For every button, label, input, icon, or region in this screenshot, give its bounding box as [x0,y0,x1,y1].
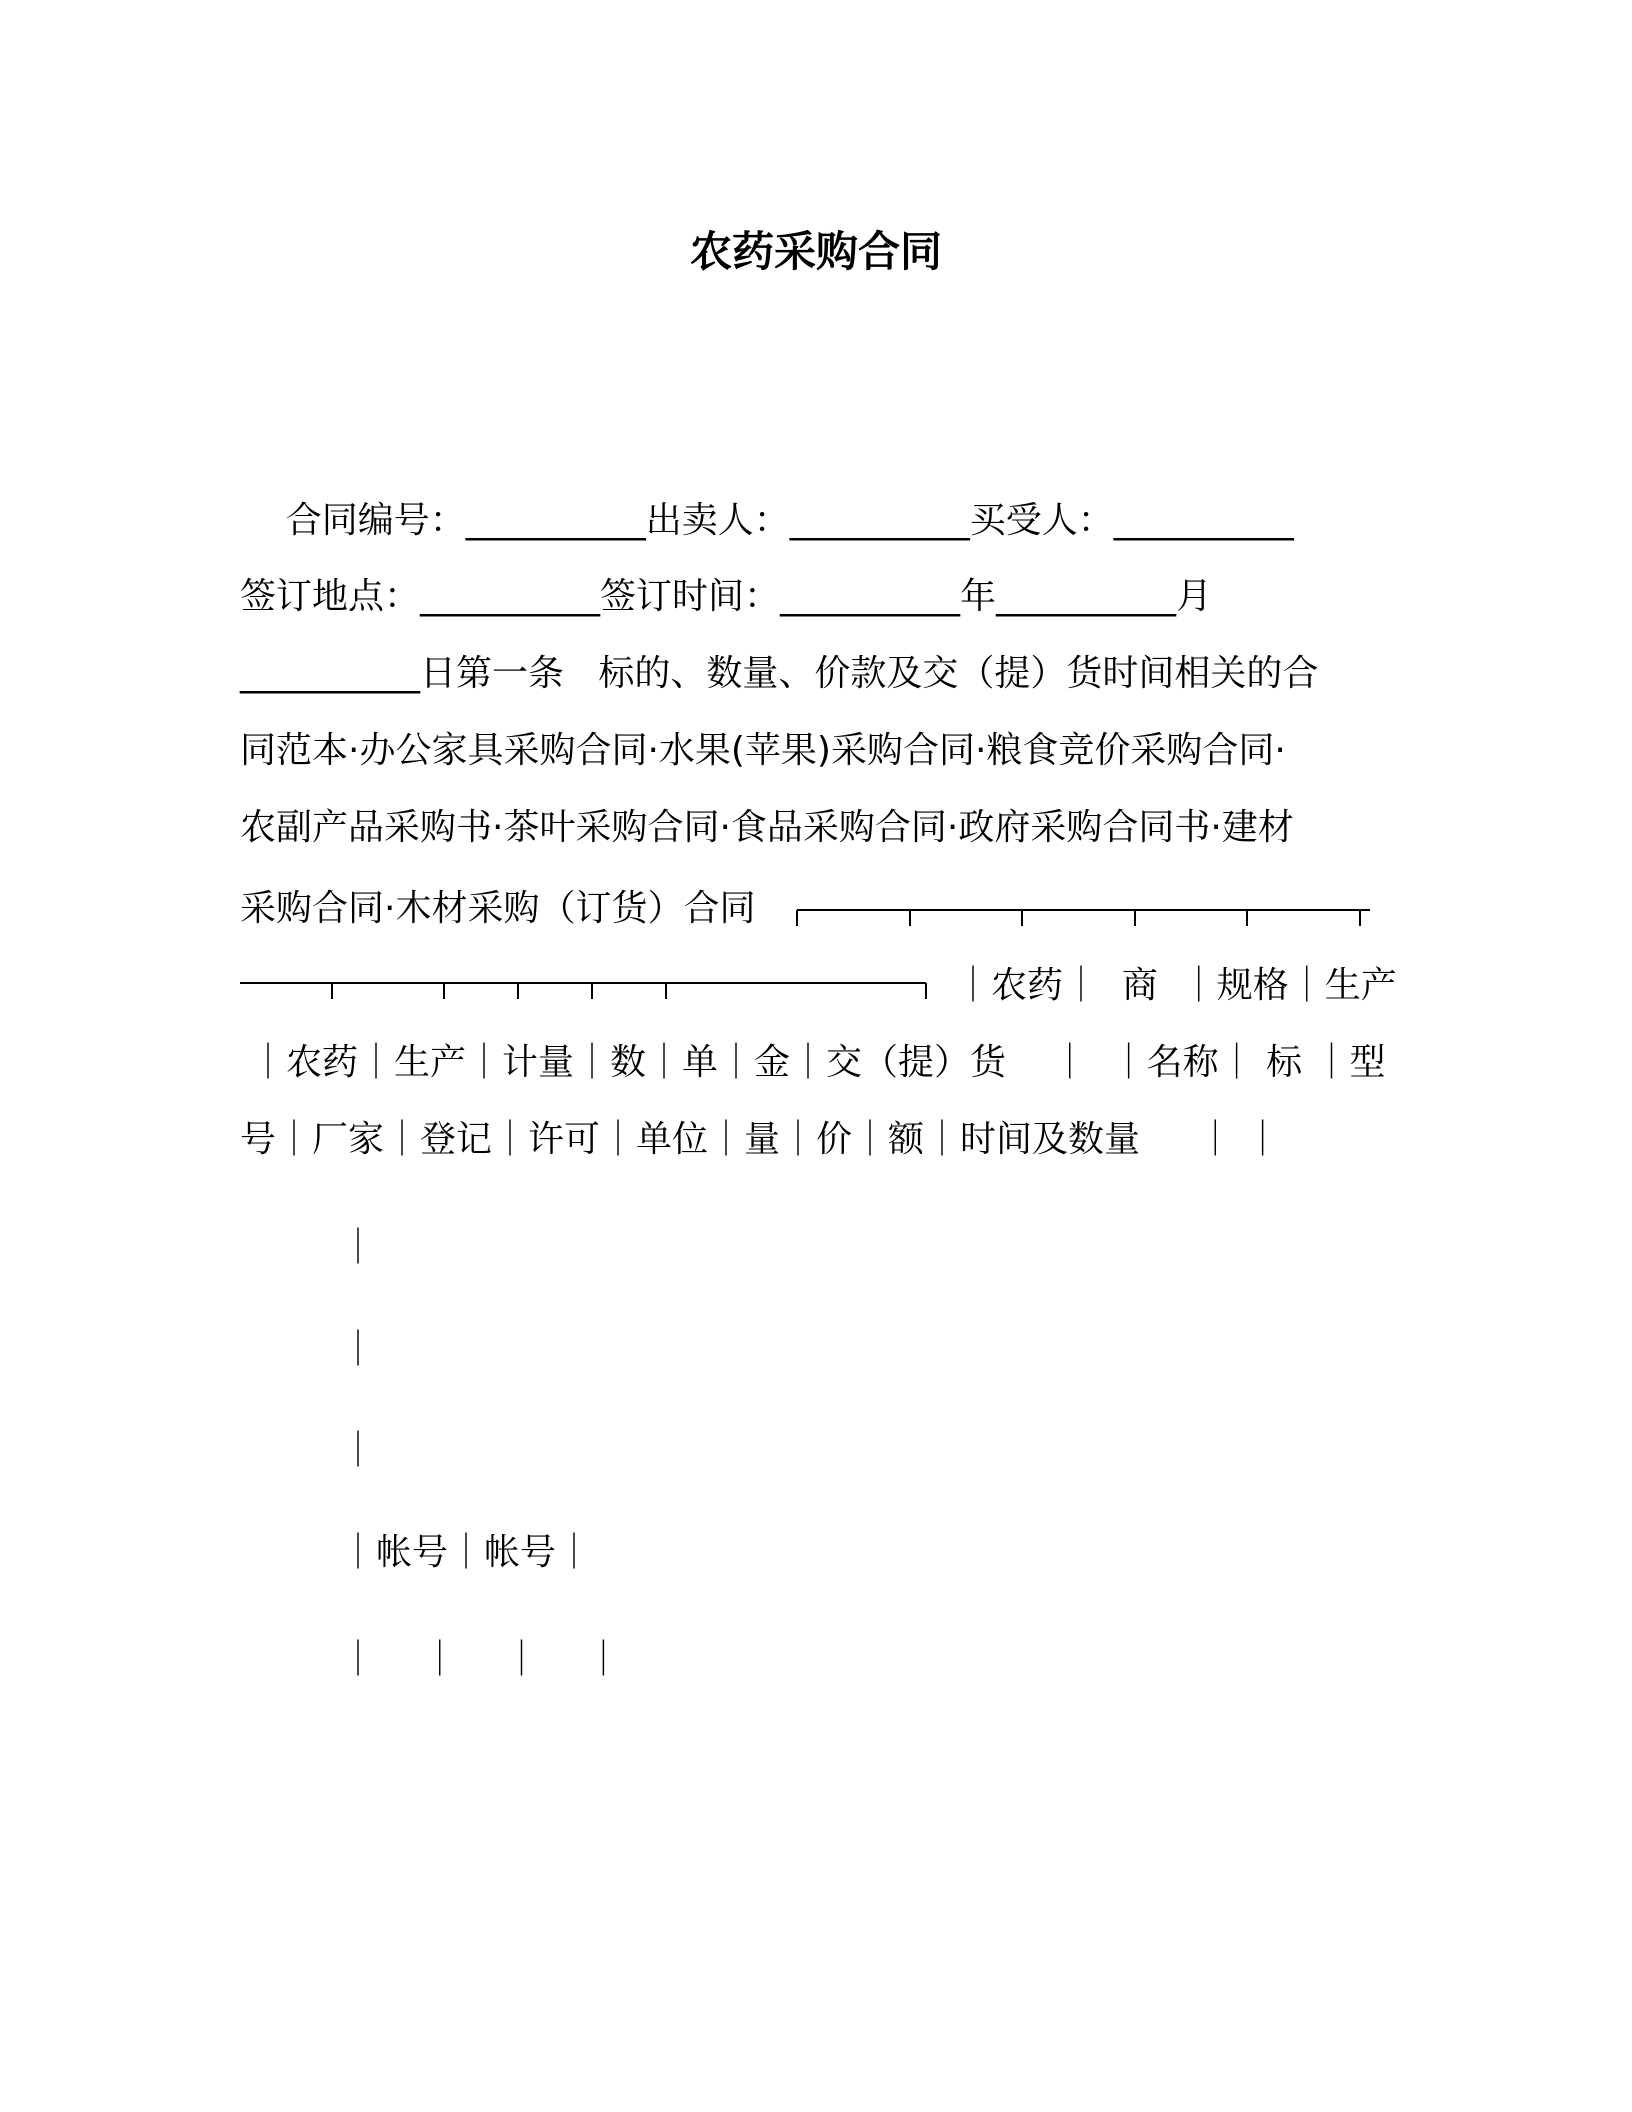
table-header-row-2: ｜农药｜生产｜计量｜数｜单｜金｜交（提）货 ｜ ｜名称｜ 标 ｜型 [250,1042,1386,1083]
account-row: ｜帐号｜帐号｜ [340,1532,593,1573]
related-templates-line-3: 采购合同·木材采购（订货）合同 [240,888,756,929]
table-cell-rule-2: ｜ [340,1329,377,1370]
table-header-row-3: 号｜厂家｜登记｜许可｜单位｜量｜价｜额｜时间及数量 ｜ ｜ [240,1119,1281,1160]
table-cell-rule-1: ｜ [340,1227,377,1268]
empty-cell-row: ｜ ｜ ｜ ｜ [340,1639,622,1680]
table-header-row-1: ｜农药｜ 商 ｜规格｜生产 [955,965,1397,1006]
article-one-line: __________日第一条 标的、数量、价款及交（提）货时间相关的合 [240,653,1319,694]
related-templates-line-1: 同范本·办公家具采购合同·水果(苹果)采购合同·粮食竞价采购合同· [240,730,1286,771]
signing-info-line: 签订地点：__________签订时间：__________年__________月 [240,576,1213,617]
related-templates-line-2: 农副产品采购书·茶叶采购合同·食品采购合同·政府采购合同书·建材 [240,807,1294,848]
contract-header-line: 合同编号：__________出卖人：__________买受人：__________ [240,500,1294,541]
table-cell-rule-3: ｜ [340,1430,377,1471]
page-title: 农药采购合同 [689,227,942,276]
